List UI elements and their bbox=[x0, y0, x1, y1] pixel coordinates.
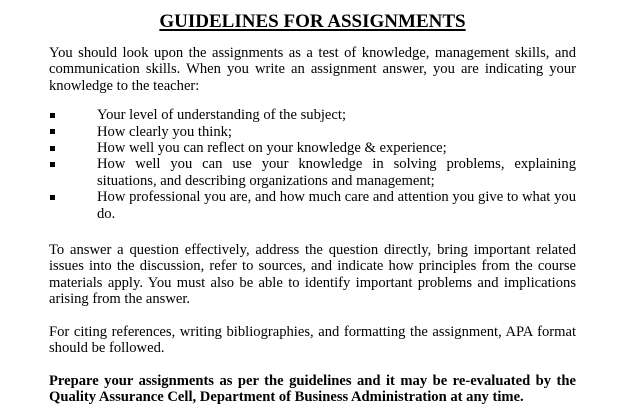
list-item bbox=[49, 140, 576, 156]
square-bullet-icon bbox=[50, 195, 55, 200]
list-item-text: How clearly you think; bbox=[97, 123, 232, 140]
intro-paragraph: You should look upon the assignments as a test of knowledge, management skills, and communication skills. When you write an assignment answer, you are indicating your knowledge to the teacher: bbox=[49, 45, 576, 94]
square-bullet-icon bbox=[50, 162, 55, 167]
square-bullet-icon bbox=[50, 146, 55, 151]
list-item-text: How well you can reflect on your knowledge & experience; bbox=[97, 140, 447, 157]
list-item-text: How professional you are, and how much care and attention you give to what you do. bbox=[97, 189, 576, 222]
citing-paragraph: For citing references, writing bibliographies, and formatting the assignment, APA format should be followed. bbox=[49, 323, 576, 357]
bullet-list bbox=[49, 107, 576, 222]
list-item bbox=[49, 189, 576, 222]
list-item bbox=[49, 156, 576, 189]
list-item bbox=[49, 107, 576, 123]
list-item-text: Your level of understanding of the subject; bbox=[97, 107, 346, 124]
answering-paragraph: To answer a question effectively, address the question directly, bring important related issues into the discussion, refer to sources, and indicate how principles from the course materials apply. You must also be able to identify important problems and implications arising from the answer. bbox=[49, 242, 576, 308]
square-bullet-icon bbox=[50, 113, 55, 118]
list-item-text: How well you can use your knowledge in solving problems, explaining situations, and describing organizations and management; bbox=[97, 156, 576, 189]
notice-paragraph: Prepare your assignments as per the guidelines and it may be re-evaluated by the Quality Assurance Cell, Department of Business Administration at any time. bbox=[49, 372, 576, 405]
square-bullet-icon bbox=[50, 129, 55, 134]
page-title: GUIDELINES FOR ASSIGNMENTS bbox=[159, 11, 466, 32]
list-item bbox=[49, 124, 576, 140]
